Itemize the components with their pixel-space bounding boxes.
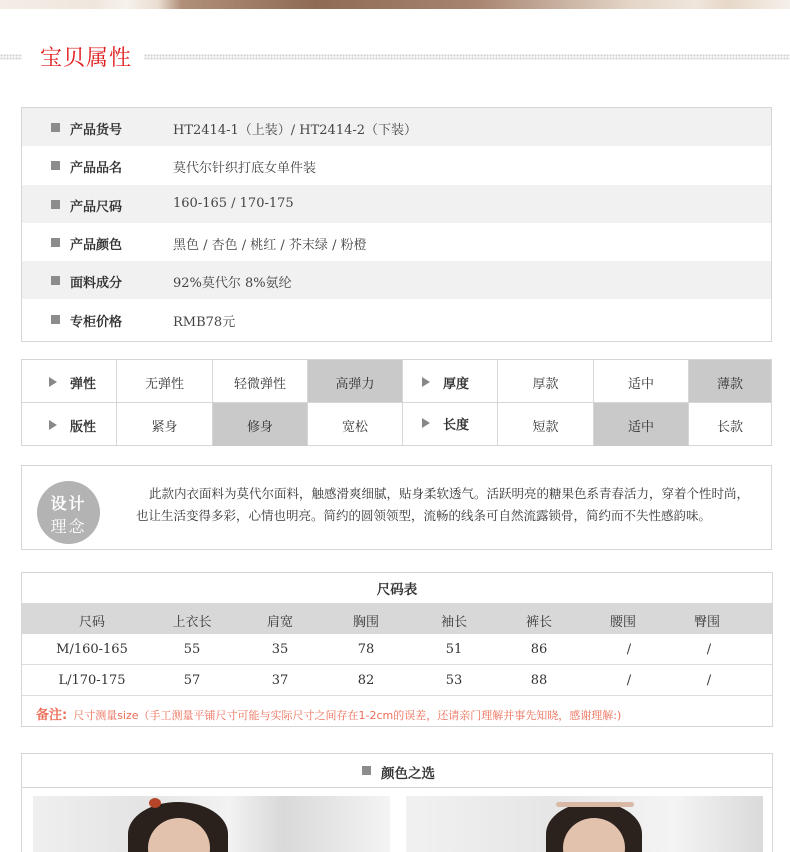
attribute-value: 莫代尔针织打底女单件装 bbox=[173, 161, 317, 176]
table-cell: 86 bbox=[530, 642, 548, 657]
product-photo-left bbox=[33, 796, 390, 852]
column-header: 上衣长 bbox=[172, 615, 212, 630]
attribute-row bbox=[22, 108, 771, 146]
attribute-value: 黑色 / 杏色 / 桃红 / 芥末绿 / 粉橙 bbox=[173, 238, 367, 253]
column-header: 肩宽 bbox=[266, 615, 293, 630]
attribute-value: 92%莫代尔 8%氨纶 bbox=[173, 276, 292, 291]
triangle-right-icon bbox=[49, 377, 57, 387]
table-row bbox=[22, 665, 772, 696]
triangle-right-icon bbox=[422, 418, 430, 428]
triangle-right-icon bbox=[49, 420, 57, 430]
table-cell: 37 bbox=[271, 673, 289, 688]
section-header bbox=[0, 38, 790, 74]
table-cell: 88 bbox=[530, 673, 548, 688]
column-header: 腰围 bbox=[609, 615, 636, 630]
square-bullet-icon bbox=[51, 315, 60, 324]
table-cell: / bbox=[626, 642, 632, 657]
square-bullet-icon bbox=[51, 276, 60, 285]
table-cell: 53 bbox=[445, 673, 463, 688]
attribute-label: 产品颜色 bbox=[70, 238, 123, 253]
attribute-label: 产品品名 bbox=[70, 161, 123, 176]
feature-option-selected: 适中 bbox=[594, 403, 689, 446]
table-cell: 55 bbox=[183, 642, 201, 657]
feature-label: 弹性 bbox=[70, 377, 97, 392]
badge-line-1: 设计 bbox=[50, 494, 87, 513]
attribute-label: 专柜价格 bbox=[70, 315, 123, 330]
design-description: 此款内衣面料为莫代尔面料，触感滑爽细腻，贴身柔软透气。活跃明亮的糖果色系青春活力，穿着个性时尚，也让生活变得多彩，心情也明亮。简约的圆领领型，流畅的线条可自然流露锁骨，简约而不失性感韵味。 bbox=[136, 486, 750, 523]
feature-option: 厚款 bbox=[498, 360, 594, 403]
size-chart-title: 尺码表 bbox=[376, 582, 418, 598]
feature-option: 长款 bbox=[716, 420, 743, 435]
column-header: 尺码 bbox=[78, 615, 105, 630]
attribute-value: RMB78元 bbox=[173, 315, 236, 330]
dotted-divider-left bbox=[0, 54, 22, 60]
feature-option: 轻微弹性 bbox=[213, 360, 308, 403]
hair-bow-icon bbox=[149, 798, 161, 808]
feature-option: 宽松 bbox=[308, 403, 403, 446]
dotted-divider-right bbox=[144, 54, 790, 60]
table-cell: 78 bbox=[357, 642, 375, 657]
note-text: 尺寸测量size（手工测量平铺尺寸可能与实际尺寸之间存在1-2cm的误差，还请亲门理解并事先知晓，感谢理解:) bbox=[73, 709, 622, 722]
attribute-label: 面料成分 bbox=[70, 276, 123, 291]
size-chart-header-row bbox=[22, 603, 772, 634]
size-note bbox=[36, 704, 621, 723]
attribute-value: HT2414-1（上装）/ HT2414-2（下装） bbox=[173, 123, 418, 138]
table-cell: L/170-175 bbox=[58, 673, 126, 688]
table-cell: / bbox=[706, 642, 712, 657]
product-photo-right bbox=[406, 796, 763, 852]
feature-option-selected: 高弹力 bbox=[308, 360, 403, 403]
table-cell: M/160-165 bbox=[56, 642, 128, 657]
table-cell: / bbox=[626, 673, 632, 688]
table-cell: 57 bbox=[183, 673, 201, 688]
feature-option: 紧身 bbox=[117, 403, 213, 446]
attribute-label: 产品货号 bbox=[70, 123, 123, 138]
square-bullet-icon bbox=[51, 123, 60, 132]
feature-label: 版性 bbox=[70, 420, 97, 435]
triangle-right-icon bbox=[422, 377, 430, 387]
square-bullet-icon bbox=[51, 238, 60, 247]
column-header: 袖长 bbox=[440, 615, 467, 630]
feature-head-elasticity bbox=[22, 360, 117, 403]
table-cell: 51 bbox=[445, 642, 463, 657]
feature-option: 无弹性 bbox=[117, 360, 213, 403]
note-label: 备注: bbox=[36, 708, 68, 723]
design-concept-box bbox=[21, 465, 772, 550]
table-cell: / bbox=[706, 673, 712, 688]
attribute-row bbox=[22, 300, 771, 338]
attribute-value: 160-165 / 170-175 bbox=[173, 196, 294, 211]
attribute-row bbox=[22, 261, 771, 299]
feature-label: 长度 bbox=[443, 418, 470, 433]
column-header: 胸围 bbox=[352, 615, 379, 630]
column-header: 臀围 bbox=[693, 615, 720, 630]
badge-line-2: 理念 bbox=[50, 517, 87, 536]
column-header: 裤长 bbox=[525, 615, 552, 630]
color-selection-header bbox=[22, 754, 772, 788]
attribute-label: 产品尺码 bbox=[70, 200, 123, 215]
feature-option-selected: 修身 bbox=[213, 403, 308, 446]
size-chart bbox=[21, 572, 773, 727]
feature-head-fit bbox=[22, 403, 117, 446]
table-cell: 82 bbox=[357, 673, 375, 688]
table-cell: 35 bbox=[271, 642, 289, 657]
feature-label: 厚度 bbox=[443, 377, 470, 392]
feature-option: 短款 bbox=[498, 403, 594, 446]
table-row bbox=[22, 634, 772, 665]
feature-option-selected: 薄款 bbox=[689, 360, 771, 403]
feature-option: 适中 bbox=[594, 360, 689, 403]
square-bullet-icon bbox=[51, 200, 60, 209]
top-product-photo-strip bbox=[0, 0, 790, 9]
attribute-row bbox=[22, 185, 771, 223]
feature-grid bbox=[21, 359, 772, 446]
color-selection-box bbox=[21, 753, 773, 852]
feature-head-length bbox=[403, 403, 498, 446]
attribute-row bbox=[22, 146, 771, 184]
color-selection-title: 颜色之选 bbox=[381, 766, 435, 782]
feature-head-thickness bbox=[403, 360, 498, 403]
square-bullet-icon bbox=[362, 766, 371, 775]
product-attributes-box bbox=[21, 107, 772, 342]
design-concept-badge bbox=[37, 481, 100, 544]
section-title: 宝贝属性 bbox=[40, 46, 133, 71]
square-bullet-icon bbox=[51, 161, 60, 170]
attribute-row bbox=[22, 223, 771, 261]
headband-icon bbox=[556, 802, 634, 807]
